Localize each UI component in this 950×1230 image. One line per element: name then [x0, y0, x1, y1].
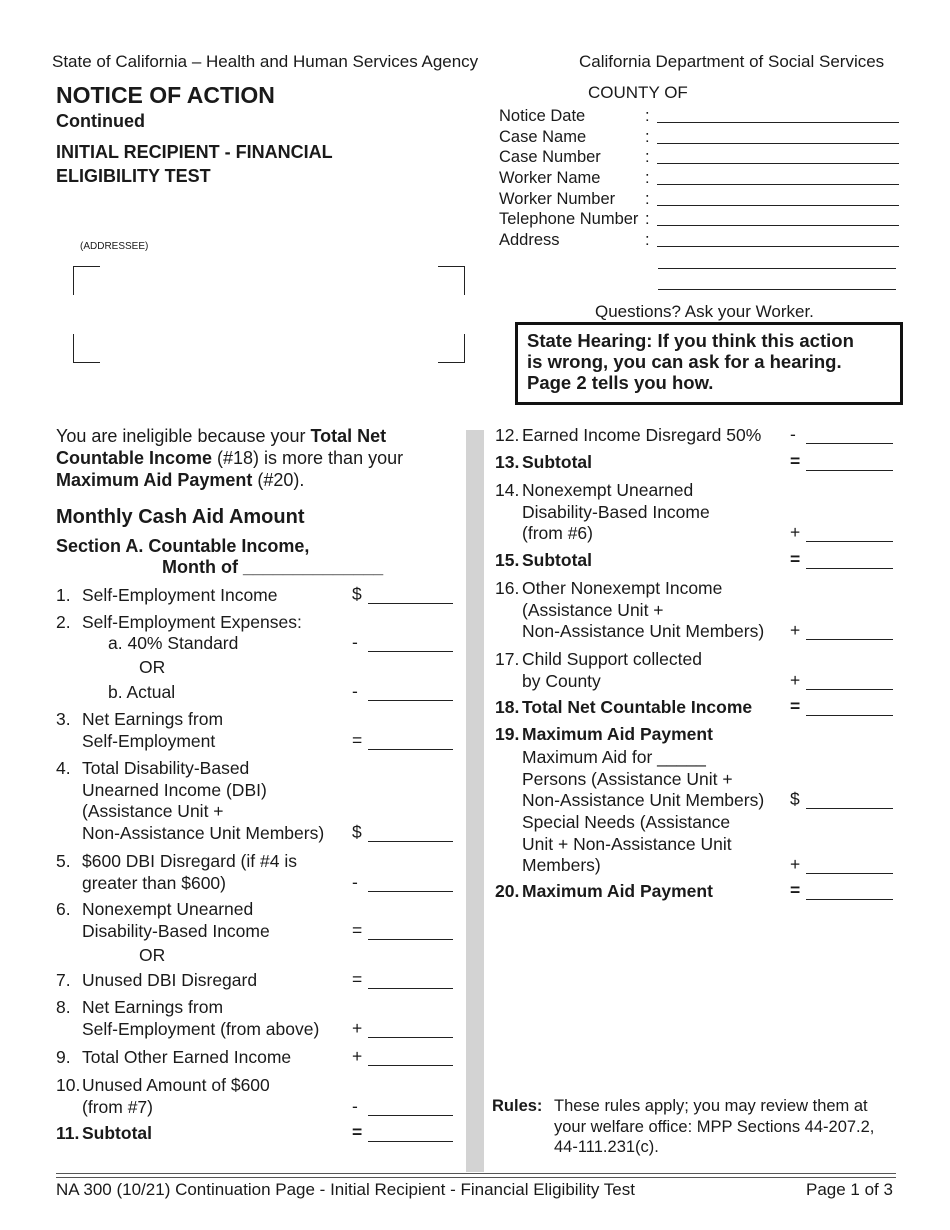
amount-field[interactable] — [806, 808, 893, 809]
notice-date-field[interactable] — [657, 106, 899, 123]
item-label: Persons (Assistance Unit + — [522, 768, 733, 789]
operator-symbol: = — [352, 919, 363, 940]
footer-rule-2 — [56, 1177, 896, 1178]
notice-continued: Continued — [56, 111, 145, 131]
county-label: COUNTY OF — [588, 83, 688, 102]
operator-symbol: + — [352, 1017, 363, 1038]
case-info-fields — [499, 106, 899, 251]
operator-symbol: = — [352, 1122, 363, 1142]
item-label: Maximum Aid Payment — [522, 881, 713, 901]
item-label: Unearned Income (DBI) — [82, 779, 267, 800]
amount-field[interactable] — [368, 700, 453, 701]
item-label: Child Support collected — [522, 649, 702, 669]
column-divider — [466, 430, 484, 1172]
item-label: Subtotal — [522, 550, 592, 570]
operator-symbol: = — [352, 969, 363, 989]
address-field[interactable] — [657, 230, 899, 247]
amount-field[interactable] — [806, 715, 893, 716]
operator-symbol: = — [790, 549, 801, 569]
info-row-worker-number: Worker Number : — [499, 189, 899, 210]
item-label: Nonexempt Unearned — [522, 480, 694, 500]
amount-field[interactable] — [806, 541, 893, 542]
item-label: Disability-Based Income — [82, 920, 270, 941]
item-label: Self-Employment Expenses: — [82, 612, 302, 632]
operator-symbol: + — [790, 854, 801, 875]
item-number: 19. — [495, 724, 520, 744]
operator-symbol: = — [790, 696, 801, 716]
item-number: 14. — [495, 480, 520, 500]
item-label: Maximum Aid for _____ — [522, 747, 706, 767]
info-row-address: Address : — [499, 230, 899, 251]
item-number: 7. — [56, 970, 71, 990]
amount-field[interactable] — [368, 939, 453, 940]
amount-field[interactable] — [368, 603, 453, 604]
section-a-line-2: Month of ______________ — [162, 557, 384, 577]
amount-field[interactable] — [368, 749, 453, 750]
operator-symbol: + — [790, 620, 801, 641]
item-number: 8. — [56, 997, 71, 1017]
item-number: 13. — [495, 452, 520, 472]
item-label: Total Disability-Based — [82, 758, 250, 778]
item-label: Disability-Based Income — [522, 501, 710, 522]
item-label: greater than $600) — [82, 872, 226, 893]
item-label: (Assistance Unit + — [522, 599, 664, 620]
item-label: OR — [139, 657, 166, 677]
amount-field[interactable] — [806, 568, 893, 569]
amount-field[interactable] — [806, 689, 893, 690]
worker-number-field[interactable] — [657, 189, 899, 206]
info-row-telephone: Telephone Number : — [499, 209, 899, 230]
operator-symbol: - — [352, 632, 358, 652]
section-a-line-1: Section A. Countable Income, — [56, 536, 310, 556]
item-label: Unused Amount of $600 — [82, 1075, 270, 1095]
corner-top-right — [438, 266, 465, 295]
item-label: Net Earnings from — [82, 709, 224, 729]
item-label: $600 DBI Disregard (if #4 is — [82, 851, 297, 871]
item-number: 11. — [56, 1123, 80, 1143]
item-label: Members) — [522, 855, 601, 876]
item-label: Total Net Countable Income — [522, 697, 753, 717]
item-label: Non-Assistance Unit Members) — [522, 790, 765, 811]
operator-symbol: = — [790, 880, 801, 900]
item-label: (from #7) — [82, 1096, 153, 1117]
operator-symbol: - — [352, 871, 358, 892]
item-number: 4. — [56, 758, 71, 778]
item-label: Maximum Aid Payment — [522, 724, 713, 744]
item-number: 15. — [495, 550, 520, 570]
item-label: Self-Employment Income — [82, 585, 278, 605]
form-identifier: NA 300 (10/21) Continuation Page - Initial Recipient - Financial Eligibility Test — [56, 1180, 635, 1199]
page-number: Page 1 of 3 — [806, 1180, 893, 1199]
item-label: Special Needs (Assistance — [522, 812, 731, 832]
item-label: Unused DBI Disregard — [82, 970, 258, 990]
operator-symbol: $ — [352, 822, 362, 843]
item-label: (from #6) — [522, 523, 593, 544]
amount-field[interactable] — [806, 470, 893, 471]
amount-field[interactable] — [368, 651, 453, 652]
item-number: 18. — [495, 697, 520, 717]
item-label: Total Other Earned Income — [82, 1047, 292, 1067]
item-label: Other Nonexempt Income — [522, 578, 723, 598]
address-line-2[interactable] — [658, 268, 896, 269]
corner-bottom-left — [73, 334, 100, 363]
amount-field[interactable] — [368, 891, 453, 892]
questions-text: Questions? Ask your Worker. — [595, 302, 814, 321]
item-label: Self-Employment (from above) — [82, 1018, 320, 1039]
telephone-field[interactable] — [657, 209, 899, 226]
corner-bottom-right — [438, 334, 465, 363]
operator-symbol: - — [352, 1095, 358, 1116]
operator-symbol: $ — [790, 789, 800, 810]
item-number: 10. — [56, 1075, 81, 1095]
item-number: 16. — [495, 578, 520, 598]
operator-symbol: + — [790, 522, 801, 543]
ineligible-statement: You are ineligible because your Total Net Countable Income (#18) is more than your Maximum Aid Payment (#20). — [56, 426, 404, 490]
item-number: 5. — [56, 851, 71, 871]
case-name-field[interactable] — [657, 127, 899, 144]
amount-field[interactable] — [806, 639, 893, 640]
state-hearing-box: State Hearing: If you think this action is wrong, you can ask for a hearing. Page 2 tells you how. — [515, 322, 903, 405]
item-label: Nonexempt Unearned — [82, 899, 254, 919]
item-label: Non-Assistance Unit Members) — [82, 823, 325, 844]
operator-symbol: + — [352, 1046, 363, 1066]
amount-field[interactable] — [806, 873, 893, 874]
operator-symbol: = — [352, 729, 363, 750]
info-row-case-number: Case Number : — [499, 147, 899, 168]
operator-symbol: $ — [352, 584, 362, 604]
info-row-case-name: Case Name : — [499, 127, 899, 148]
item-number: 3. — [56, 709, 71, 729]
department-name: California Department of Social Services — [579, 52, 885, 71]
footer-rule-1 — [56, 1173, 896, 1174]
item-number: 17. — [495, 649, 520, 669]
operator-symbol: = — [790, 451, 801, 471]
amount-field[interactable] — [368, 1037, 453, 1038]
item-label: Self-Employment — [82, 730, 216, 751]
item-label: (Assistance Unit + — [82, 801, 224, 822]
info-row-worker-name: Worker Name : — [499, 168, 899, 189]
amount-field[interactable] — [368, 1141, 453, 1142]
item-label: by County — [522, 670, 601, 691]
amount-field[interactable] — [806, 899, 893, 900]
amount-field[interactable] — [368, 841, 453, 842]
item-label: Unit + Non-Assistance Unit — [522, 833, 732, 854]
info-row-notice-date: Notice Date : — [499, 106, 899, 127]
amount-field[interactable] — [368, 1065, 453, 1066]
item-label: OR — [139, 945, 166, 965]
item-number: 2. — [56, 612, 71, 632]
amount-field[interactable] — [806, 443, 893, 444]
worker-name-field[interactable] — [657, 168, 899, 185]
item-label: Subtotal — [82, 1123, 152, 1143]
notice-subtitle-2: ELIGIBILITY TEST — [56, 166, 211, 186]
item-label: Subtotal — [522, 452, 592, 472]
corner-top-left — [73, 266, 100, 295]
item-label: Non-Assistance Unit Members) — [522, 621, 765, 642]
item-number: 1. — [56, 585, 71, 605]
agency-name: State of California – Health and Human Services Agency — [52, 52, 479, 71]
case-number-field[interactable] — [657, 147, 899, 164]
item-label: a. 40% Standard — [108, 633, 239, 653]
monthly-heading: Monthly Cash Aid Amount — [56, 506, 305, 528]
addressee-label: (ADDRESSEE) — [80, 241, 149, 252]
item-label: b. Actual — [108, 682, 176, 702]
amount-field[interactable] — [368, 988, 453, 989]
item-number: 6. — [56, 899, 71, 919]
notice-subtitle-1: INITIAL RECIPIENT - FINANCIAL — [56, 142, 333, 162]
operator-symbol: - — [352, 681, 358, 701]
item-number: 9. — [56, 1047, 71, 1067]
rules-note: Rules: These rules apply; you may review them at your welfare office: MPP Sections 44-207.2, 44-111.231(c). — [492, 1097, 875, 1156]
item-number: 12. — [495, 425, 520, 445]
item-label: Earned Income Disregard 50% — [522, 425, 762, 445]
address-line-3[interactable] — [658, 289, 896, 290]
amount-field[interactable] — [368, 1115, 453, 1116]
item-label: Net Earnings from — [82, 997, 224, 1017]
operator-symbol: - — [790, 424, 796, 444]
notice-title: NOTICE OF ACTION — [56, 82, 275, 108]
item-number: 20. — [495, 881, 520, 901]
operator-symbol: + — [790, 669, 801, 690]
